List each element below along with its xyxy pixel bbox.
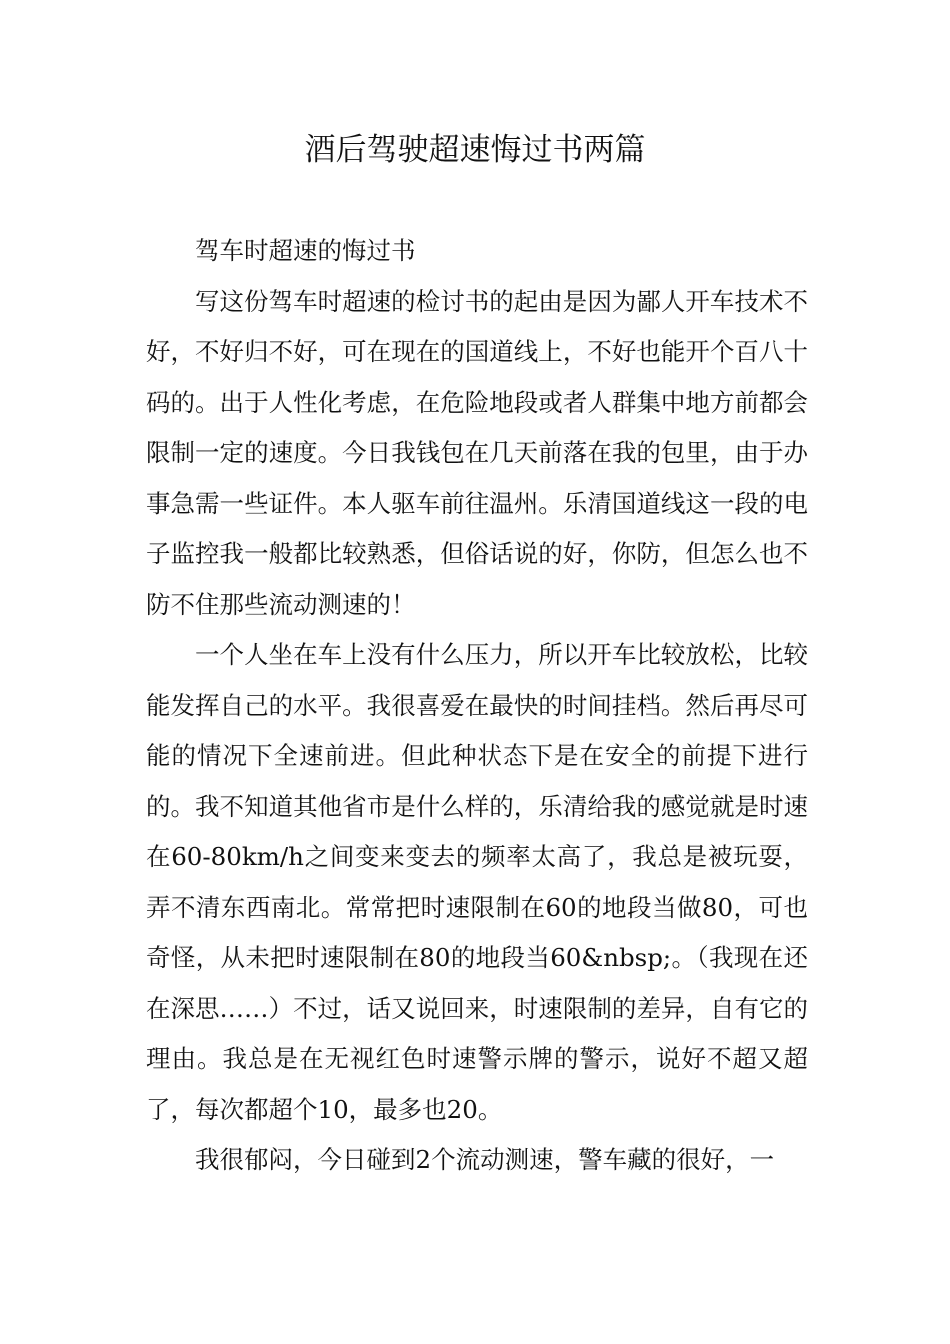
- paragraph: 我很郁闷，今日碰到2个流动测速，警车藏的很好，一: [195, 1145, 775, 1174]
- document-title: 酒后驾驶超速悔过书两篇: [304, 132, 646, 168]
- section-heading: 驾车时超速的悔过书: [195, 236, 416, 265]
- document-body: [146, 226, 808, 1186]
- paragraph: 一个人坐在车上没有什么压力，所以开车比较放松，比较能发挥自己的水平。我很喜爱在最快的时间挂档。然后再尽可能的情况下全速前进。但此种状态下是在安全的前提下进行的。我不知道其他省市是什么样的，乐清给我的感觉就是时速在60-80km/h之间变来变去的频率太高了，我总是被玩耍，弄不清东西南北。常常把时速限制在60的地段当做80，可也奇怪，从未把时速限制在80的地段当60&nbsp;。（我现在还在深思……）不过，话又说回来，时速限制的差异，自有它的理由。我总是在无视红色时速警示牌的警示，说好不超又超了，每次都超个10，最多也20。: [146, 640, 808, 1124]
- paragraph: 写这份驾车时超速的检讨书的起由是因为鄙人开车技术不好，不好归不好，可在现在的国道线上，不好也能开个百八十码的。出于人性化考虑，在危险地段或者人群集中地方前都会限制一定的速度。今日我钱包在几天前落在我的包里，由于办事急需一些证件。本人驱车前往温州。乐清国道线这一段的电子监控我一般都比较熟悉，但俗话说的好，你防，但怎么也不防不住那些流动测速的！: [146, 286, 808, 619]
